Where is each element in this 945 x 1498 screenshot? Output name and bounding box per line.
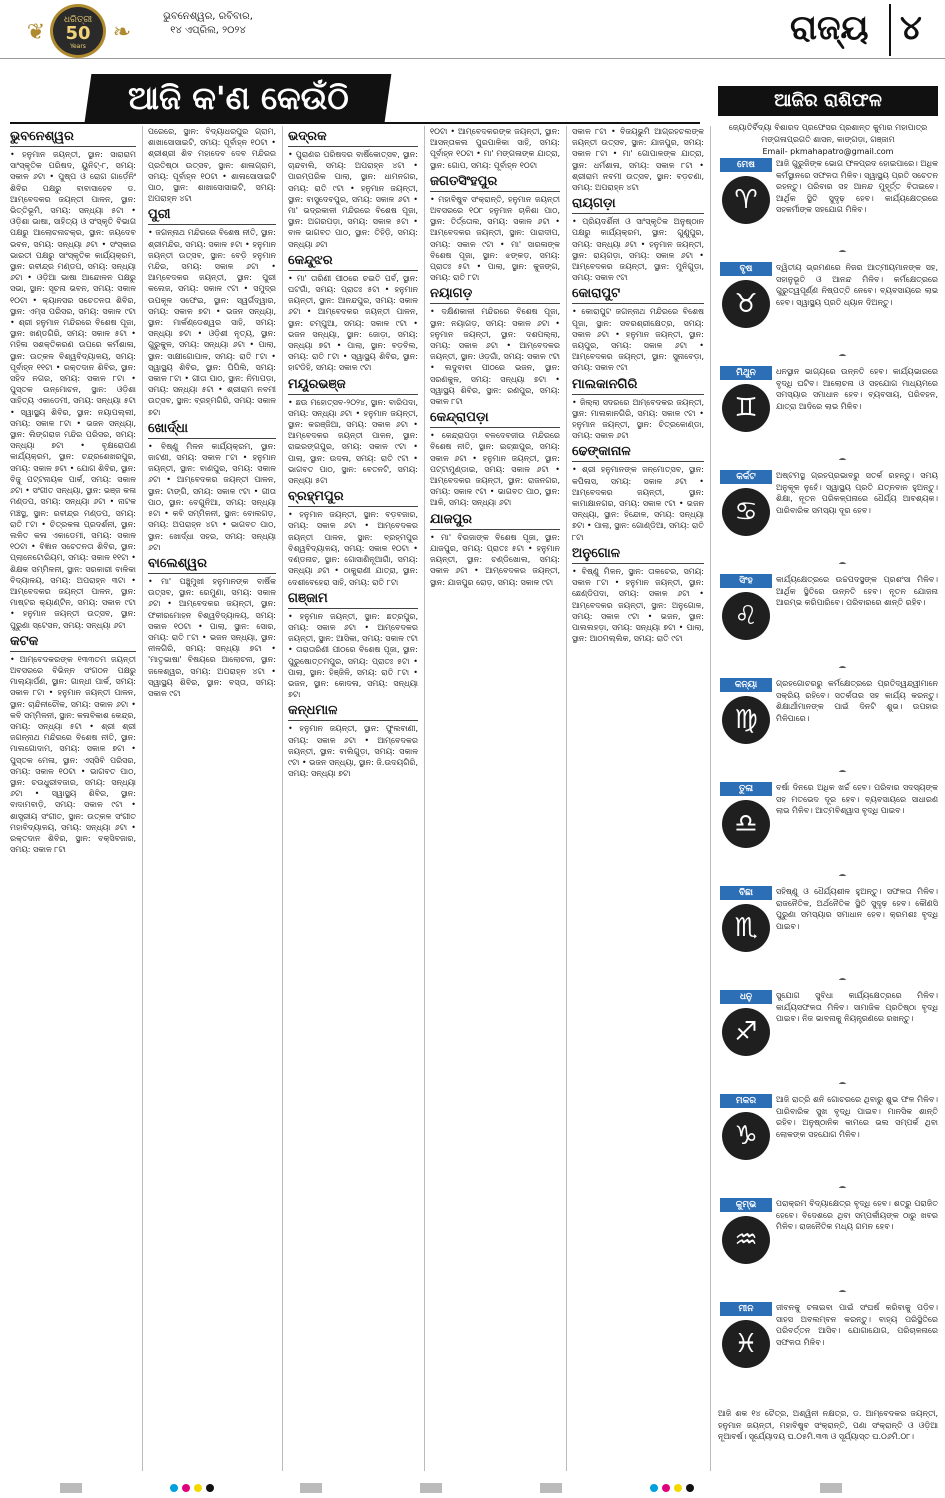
horoscope-sign bbox=[718, 1198, 938, 1292]
events-text: • ହନୁମାନ ଜୟନ୍ତୀ, ସ୍ଥାନ: ସାରାରାମ ସାଂସ୍କୃତିକ ପରିଷଦ, ୟୁନିଟ୍-୮, ସମୟ: ସକାଳ ୬ଟା • ପୁଷ୍ପ ଓ ରୋଗ ଗାର୍ଡ଼େନିଂ ଶିବିର ପକ୍ଷରୁ ବାବାସାହେବ ଡ. ଆମ୍ବେଦକର ଜୟନ୍ତୀ ପାଳନ, ସ୍ଥାନ: ଭିତ୍ତିଭୂମି, ସମୟ: ସନ୍ଧ୍ୟା ୫ଟା • ଓଡ଼ିଶା ଭାଷା, ସାହିତ୍ୟ ଓ ସଂସ୍କୃତି ବିଭାଗ ପକ୍ଷରୁ ଆଲୋଚନାଚକ୍ର, ସ୍ଥାନ: ଜୟଦେବ ଭବନ, ସମୟ: ସନ୍ଧ୍ୟା ୬ଟା • ସଂସ୍କାର ଭାରତୀ ପକ୍ଷରୁ ସାଂସ୍କୃତିକ କାର୍ଯ୍ୟକ୍ରମ, ସ୍ଥାନ: ରବୀନ୍ଦ୍ର ମଣ୍ଡପ, ସମୟ: ସନ୍ଧ୍ୟା ୬ଟା • ଓଡ଼ିଆ ଭାଷା ଆନ୍ଦୋଳନ ପକ୍ଷରୁ ସଭା, ସ୍ଥାନ: ସୂଚନା ଭବନ, ସମୟ: ସକାଳ ୧୦ଟା • କ୍ୟାନସର ସଚେତନତା ଶିବିର, ସ୍ଥାନ: ଏମ୍ସ ପରିସର, ସମୟ: ସକାଳ ୯ଟା • ଶ୍ରୀ ହନୁମାନ ମନ୍ଦିରରେ ବିଶେଷ ପୂଜା, ସ୍ଥାନ: ଖଣ୍ଡଗିରି, ସମୟ: ସକାଳ ୫ଟା • ମହିଳା ସଶକ୍ତିକରଣ ଉପରେ କର୍ମଶାଳା, ସ୍ଥାନ: ଉତ୍କଳ ବିଶ୍ୱବିଦ୍ୟାଳୟ, ସମୟ: ପୂର୍ବାହ୍ନ ୧୧ଟା • ରକ୍ତଦାନ ଶିବିର, ସ୍ଥାନ: ସହିଦ ନଗର, ସମୟ: ସକାଳ ୮ଟା • ପୁସ୍ତକ ଉନ୍ମୋଚନ, ସ୍ଥାନ: ଓଡ଼ିଶା ସାହିତ୍ୟ ଏକାଡେମୀ, ସମୟ: ସନ୍ଧ୍ୟା ୫ଟା • ସ୍ୱାସ୍ଥ୍ୟ ଶିବିର, ସ୍ଥାନ: ନୟାପଲ୍ଲୀ, ସମୟ: ସକାଳ ୮ଟା • ଭଜନ ସନ୍ଧ୍ୟା, ସ୍ଥାନ: ଲିଙ୍ଗରାଜ ମନ୍ଦିର ପରିସର, ସମୟ: ସନ୍ଧ୍ୟା ୭ଟା • ବୃକ୍ଷରୋପଣ କାର୍ଯ୍ୟକ୍ରମ, ସ୍ଥାନ: ଚନ୍ଦ୍ରଶେଖରପୁର, ସମୟ: ସକାଳ ୭ଟା • ଯୋଗ ଶିବିର, ସ୍ଥାନ: ବିଜୁ ପଟ୍ଟନାୟକ ପାର୍କ, ସମୟ: ସକାଳ ୬ଟା • ସଂଗୀତ ସନ୍ଧ୍ୟା, ସ୍ଥାନ: ଭଞ୍ଜ କଳା ମଣ୍ଡପ, ସମୟ: ସନ୍ଧ୍ୟା ୬ଟା • ନାଟକ ମଞ୍ଚସ୍ଥ, ସ୍ଥାନ: ରବୀନ୍ଦ୍ର ମଣ୍ଡପ, ସମୟ: ରାତି ୮ଟା • ଚିତ୍ରକଳା ପ୍ରଦର୍ଶନୀ, ସ୍ଥାନ: ଲଳିତ କଳା ଏକାଡେମୀ, ସମୟ: ସକାଳ ୧୦ଟା • ବିଜ୍ଞାନ ସଚେତନତା ଶିବିର, ସ୍ଥାନ: ପ୍ଲାନେଟୋରିୟମ, ସମୟ: ସକାଳ ୧୧ଟା • ଶିକ୍ଷକ ସମ୍ମିଳନୀ, ସ୍ଥାନ: ସରକାରୀ ବାଳିକା ବିଦ୍ୟାଳୟ, ସମୟ: ଅପରାହ୍ନ ୩ଟା • ଆମ୍ବେଦକର ଜୟନ୍ତୀ ପାଳନ, ସ୍ଥାନ: ମାଷ୍ଟର କ୍ୟାଣ୍ଟିନ, ସମୟ: ସକାଳ ୯ଟା • ହନୁମାନ ଜୟନ୍ତୀ ଉତ୍ସବ, ସ୍ଥାନ: ପୁରୁଣା ସ୍ଟେସନ, ସମୟ: ସନ୍ଧ୍ୟା ୬ଟା bbox=[10, 150, 136, 630]
register-dot bbox=[686, 1484, 694, 1492]
city-heading: ଅନୁଗୋଳ bbox=[572, 545, 704, 564]
horoscope-sign bbox=[718, 574, 938, 668]
water-bearer-icon: ♒ bbox=[722, 1216, 770, 1264]
city-heading: ଜଗତସିଂହପୁର bbox=[430, 173, 560, 192]
events-column-5 bbox=[572, 126, 704, 1471]
city-heading: ଗଞ୍ଜାମ bbox=[288, 590, 418, 609]
city-heading: ବ୍ରହ୍ମପୁର bbox=[288, 488, 418, 507]
horoscope-sign bbox=[718, 990, 938, 1084]
ram-icon: ♈ bbox=[722, 176, 770, 224]
register-dot bbox=[194, 1484, 202, 1492]
sign-prediction: ଧନସ୍ଥାନ ଭାଗ୍ୟରେ ଉନ୍ନତି ହେବ। କାର୍ଯ୍ୟଭାରରେ ବୃଦ୍ଧି ଘଟିବ। ଆଲୋଚନା ଓ ସହଯୋଗ ମାଧ୍ୟମରେ ସମସ୍ୟାର ସମାଧାନ ହେବ। ବ୍ୟବସାୟ, ପରିବହନ, ଯାତ୍ରା ଆଦିରେ ଲାଭ ମିଳିବ। bbox=[776, 367, 938, 411]
register-dot bbox=[206, 1484, 214, 1492]
almanac-note: ଆଜି ଶକ ୧୪ ଚୈତ୍ର, ଅଶ୍ୱିନୀ ନକ୍ଷତ୍ର, ଡ. ଆମ୍ବେଦକର ଜୟନ୍ତୀ, ହନୁମାନ ଜୟନ୍ତୀ, ମହାବିଷୁବ ସଂକ୍ରାନ୍ତି, ପଣା ସଂକ୍ରାନ୍ତି ଓ ଓଡ଼ିଆ ନୂଆବର୍ଷ। ସୂର୍ଯ୍ୟୋଦୟ ଘ.୦୫ମି.୩୩ ଓ ସୂର୍ଯ୍ୟାସ୍ତ ଘ.୦୬ମି.୦୮। bbox=[718, 1409, 938, 1441]
sign-name: ସିଂହ bbox=[720, 574, 772, 588]
city-heading: ଭୁବନେଶ୍ୱର bbox=[10, 128, 136, 147]
events-text: • ବିଷ୍ଣୁ ମିଳନ କାର୍ଯ୍ୟକ୍ରମ, ସ୍ଥାନ: ଜାଟଣୀ, ସମୟ: ସକାଳ ୮ଟା • ହନୁମାନ ଜୟନ୍ତୀ, ସ୍ଥାନ: ବାଣପୁର, ସମୟ: ସକାଳ ୬ଟା • ଆମ୍ବେଦକର ଜୟନ୍ତୀ ପାଳନ, ସ୍ଥାନ: ଟାଙ୍ଗି, ସମୟ: ସକାଳ ୯ଟା • ଗୀତା ପାଠ, ସ୍ଥାନ: ବେଗୁନିଆ, ସମୟ: ସନ୍ଧ୍ୟା ୫ଟା • କବି ସମ୍ମିଳନୀ, ସ୍ଥାନ: ବୋଲଗଡ଼, ସମୟ: ଅପରାହ୍ନ ୪ଟା • ଭାଗବତ ପାଠ, ସ୍ଥାନ: ଖୋର୍ଦ୍ଧା ସହର, ସମୟ: ସନ୍ଧ୍ୟା ୬ଟା bbox=[148, 441, 276, 552]
astrologer-name: ଜ୍ୟୋତିର୍ବିଦ୍ୟା ବିଶାରଦ ପ୍ରଫେସର ପ୍ରଶାନ୍ତ କୁମାର ମହାପାତ୍ର bbox=[728, 123, 928, 132]
events-text: • କୋରାପୁଟ ଜଗନ୍ନାଥ ମନ୍ଦିରରେ ବିଶେଷ ପୂଜା, ସ୍ଥାନ: ସବରଶ୍ରୀକ୍ଷେତ୍ର, ସମୟ: ସକାଳ ୬ଟା • ହନୁମାନ ଜୟନ୍ତୀ, ସ୍ଥାନ: ଜୟପୁର, ସମୟ: ସକାଳ ୬ଟା • ଆମ୍ବେଦକର ଜୟନ୍ତୀ, ସ୍ଥାନ: ସୁନାବେଡ଼ା, ସମୟ: ସକାଳ ୯ଟା bbox=[572, 307, 704, 373]
register-dot bbox=[674, 1484, 682, 1492]
events-text: • ପୁରାଣର ପରିଷଦର ବାର୍ଷିକୋତ୍ସବ, ସ୍ଥାନ: ଚାନ୍ଦବାଲି, ସମୟ: ଅପରାହ୍ନ ୪ଟା • ପାରମ୍ପରିକ ପାଲା, ସ୍ଥାନ: ଧାମନଗର, ସମୟ: ରାତି ୯ଟା • ହନୁମାନ ଜୟନ୍ତୀ, ସ୍ଥାନ: ବାସୁଦେବପୁର, ସମୟ: ସକାଳ ୬ଟା • ମା' ଭଦ୍ରକାଳୀ ମନ୍ଦିରରେ ବିଶେଷ ପୂଜା, ସ୍ଥାନ: ଅଗରପଡ଼ା, ସମୟ: ସକାଳ ୫ଟା • ବାଳ ଭାଗବତ ପାଠ, ସ୍ଥାନ: ତିହିଡ଼ି, ସମୟ: ସନ୍ଧ୍ୟା ୬ଟା bbox=[288, 150, 418, 249]
events-column-1 bbox=[10, 126, 136, 1471]
sign-prediction: ଦ୍ୱିତୀୟ ଭ୍ରମଣରେ ନିଜର ଆତ୍ମୀୟମାନଙ୍କ ସହ, ସହାନୁଭୂତି ଓ ଆନନ୍ଦ ମିଳିବ। କର୍ମକ୍ଷେତ୍ରରେ ଗୁରୁତ୍ୱପୂର୍ଣ୍ଣ ନିଷ୍ପତ୍ତି ନେବେ। ବ୍ୟବସାୟରେ ଲାଭ ହେବ। ସ୍ୱାସ୍ଥ୍ୟ ପ୍ରତି ଧ୍ୟାନ ଦିଅନ୍ତୁ। bbox=[776, 263, 938, 307]
dateline bbox=[148, 10, 268, 38]
print-bar bbox=[420, 1483, 442, 1493]
city-heading: ଭଦ୍ରକ bbox=[288, 128, 418, 147]
city-heading: ମାଲକାନଗିରି bbox=[572, 376, 704, 395]
horoscope-sign bbox=[718, 886, 938, 980]
sign-prediction: ପରାକ୍ରମ ବିଦ୍ୟାକ୍ଷେତ୍ର ବୃଦ୍ଧି ହେବ। ଶତ୍ରୁ ପରାଜିତ ହେବେ। ବିଦେଶରେ ଥିବା ସମ୍ପର୍କୀୟଙ୍କ ଠାରୁ ଖବର ମିଳିବ। ରାଜନୈତିକ ମଧ୍ୟ ଗମନ ହେବ। bbox=[776, 1199, 938, 1231]
print-marks bbox=[0, 1478, 945, 1498]
sign-name: ମେଷ bbox=[720, 158, 772, 172]
events-column-2 bbox=[148, 126, 276, 1471]
city-heading: ଯାଜପୁର bbox=[430, 511, 560, 530]
city-heading: ବାଲେଶ୍ୱର bbox=[148, 555, 276, 574]
goat-icon: ♑ bbox=[722, 1112, 770, 1160]
fish-icon: ♓ bbox=[722, 1320, 770, 1368]
city-heading: କେନ୍ଦ୍ରାପଡ଼ା bbox=[430, 409, 560, 428]
date-line-2: ୧୪ ଏପ୍ରିଲ, ୨୦୨୪ bbox=[170, 25, 246, 36]
events-text: ୧୦ଟା • ଆମ୍ବେଦକରଙ୍କ ଜୟନ୍ତୀ, ସ୍ଥାନ: ଆସନ୍ତାକଲ ପୁରପାଳିକା ସାହି, ସମୟ: ପୂର୍ବାହ୍ନ ୧୦ଟା • ମା' ମଙ୍ଗଳାଙ୍କ ଯାତ୍ରା, ସ୍ଥାନ: ଗୋପ, ସମୟ: ପୂର୍ବାହ୍ନ ୧୦ଟା bbox=[430, 127, 560, 170]
laurel-right-icon: ❧ bbox=[112, 20, 132, 45]
events-text: • ବିଷ୍ଣୁ ମିଳନ, ସ୍ଥାନ: ତାଳଚେର, ସମୟ: ସକାଳ ୮ଟା • ହନୁମାନ ଜୟନ୍ତୀ, ସ୍ଥାନ: ଛେଣ୍ଡିପଦା, ସମୟ: ସକାଳ ୬ଟା • ଆମ୍ବେଦକର ଜୟନ୍ତୀ, ସ୍ଥାନ: ଅନୁଗୋଳ, ସମୟ: ସକାଳ ୯ଟା • ଭଜନ, ସ୍ଥାନ: ପାଲଲହଡ଼ା, ସମୟ: ସନ୍ଧ୍ୟା ୭ଟା • ପାଲା, ସ୍ଥାନ: ଆଠମଲ୍ଲିକ, ସମୟ: ରାତି ୯ଟା bbox=[572, 566, 704, 644]
city-heading: ମୟୂରଭଞ୍ଜ bbox=[288, 376, 418, 395]
sign-prediction: ଗ୍ରହଗୋଚରରୁ କର୍ମକ୍ଷେତ୍ରରେ ପ୍ରତିଦ୍ୱନ୍ଦ୍ୱୀମାନେ ସକ୍ରିୟ ରହିବେ। ସତର୍କତାର ସହ କାର୍ଯ୍ୟ କରନ୍ତୁ। ଶିକ୍ଷାର୍ଥୀମାନଙ୍କ ପାଇଁ ଦିନଟି ଶୁଭ। ଉପହାର ମିଳିପାରେ। bbox=[776, 679, 938, 723]
horoscope-sign bbox=[718, 782, 938, 876]
city-heading: କନ୍ଧମାଳ bbox=[288, 702, 418, 721]
register-dot bbox=[662, 1484, 670, 1492]
crab-icon: ♋ bbox=[722, 488, 770, 536]
page-banner bbox=[85, 74, 392, 122]
sign-name: କୁମ୍ଭ bbox=[720, 1198, 772, 1212]
sign-prediction: ଜୀବନକୁ ଚଳାଇବା ପାଇଁ ସଂଘର୍ଷ କରିବାକୁ ପଡ଼ିବ। ସାହସ ଅବଲମ୍ବନ କରନ୍ତୁ। ବାହ୍ୟ ପରିସ୍ଥିତିରେ ପରିବର୍ତ୍ତନ ଆସିବ। ଯୋଗାଯୋଗ, ପରିଚାଳନାରେ ସଫଳତା ମିଳିବ। bbox=[776, 1303, 938, 1347]
horoscope-credit bbox=[718, 122, 938, 158]
events-text: • ମା' ବିରଜାଙ୍କ ବିଶେଷ ପୂଜା, ସ୍ଥାନ: ଯାଜପୁର, ସମୟ: ପ୍ରାତଃ ୫ଟା • ହନୁମାନ ଜୟନ୍ତୀ, ସ୍ଥାନ: ଚଣ୍ଡିଖୋଲ, ସମୟ: ସକାଳ ୬ଟା • ଆମ୍ବେଦକର ଜୟନ୍ତୀ, ସ୍ଥାନ: ଯାଜପୁର ରୋଡ଼, ସମୟ: ସକାଳ ୯ଟା bbox=[430, 532, 560, 587]
astrologer-address: ମଙ୍ଗଳାପ୍ରଗତି ଶାସନ, କାଙ୍ଗଡ଼ା, ଗଞ୍ଜାମ bbox=[761, 135, 895, 144]
events-text: • ହନୁମାନ ଜୟନ୍ତୀ, ସ୍ଥାନ: ବଡ଼ବଜାର, ସମୟ: ସକାଳ ୬ଟା • ଆମ୍ବେଦକର ଜୟନ୍ତୀ ପାଳନ, ସ୍ଥାନ: ବ୍ରହ୍ମପୁର ବିଶ୍ୱବିଦ୍ୟାଳୟ, ସମୟ: ସକାଳ ୧୦ଟା • ଦଣ୍ଡନାଚ, ସ୍ଥାନ: ଗୋସାଣିନୂଆଗାଁ, ସମୟ: ସନ୍ଧ୍ୟା ୬ଟା • ଠାକୁରାଣୀ ଯାତ୍ରା, ସ୍ଥାନ: ଦେଶୀବେହେରା ସାହି, ସମୟ: ରାତି ୮ଟା bbox=[288, 510, 418, 587]
astrologer-email: Email- pkmahapatro@gmail.com bbox=[762, 147, 894, 156]
events-text: • ମା' ପଞ୍ଚୁମୁଖୀ ହନୁମାନଙ୍କ ବାର୍ଷିକ ଉତ୍ସବ, ସ୍ଥାନ: ରେମୁଣା, ସମୟ: ସକାଳ ୬ଟା • ଆମ୍ବେଦକର ଜୟନ୍ତୀ, ସ୍ଥାନ: ଫକୀରମୋହନ ବିଶ୍ୱବିଦ୍ୟାଳୟ, ସମୟ: ସକାଳ ୧୦ଟା • ପାଲା, ସ୍ଥାନ: ସୋର, ସମୟ: ରାତି ୮ଟା • ଭଜନ ସନ୍ଧ୍ୟା, ସ୍ଥାନ: ନୀଳଗିରି, ସମୟ: ସନ୍ଧ୍ୟା ୭ଟା • 'ମାତୃଭାଷା' ବିଷୟରେ ଆଲୋଚନା, ସ୍ଥାନ: ଜଳେଶ୍ୱର, ସମୟ: ଅପରାହ୍ନ ୪ଟା • ସ୍ୱାସ୍ଥ୍ୟ ଶିବିର, ସ୍ଥାନ: ବସ୍ତା, ସମୟ: ସକାଳ ୯ଟା bbox=[148, 576, 276, 698]
events-text: • ପ୍ରିୟଦର୍ଶିନୀ ଓ ସାଂସ୍କୃତିକ ଅନୁଷ୍ଠାନ ପକ୍ଷରୁ କାର୍ଯ୍ୟକ୍ରମ, ସ୍ଥାନ: ଗୁଣୁପୁର, ସମୟ: ସନ୍ଧ୍ୟା ୬ଟା • ହନୁମାନ ଜୟନ୍ତୀ, ସ୍ଥାନ: ରାୟଗଡ଼ା, ସମୟ: ସକାଳ ୬ଟା • ଆମ୍ବେଦକର ଜୟନ୍ତୀ, ସ୍ଥାନ: ମୁନିଗୁଡ଼ା, ସମୟ: ସକାଳ ୯ଟା bbox=[572, 217, 704, 283]
sign-prediction: କାର୍ଯ୍ୟକ୍ଷେତ୍ରରେ ଉଚ୍ଚପଦସ୍ଥଙ୍କ ପ୍ରଶଂସା ମିଳିବ। ଆର୍ଥିକ ସ୍ଥିତିରେ ଉନ୍ନତି ହେବ। ନୂତନ ଯୋଜନା ଆରମ୍ଭ କରିପାରିବେ। ପରିବାରରେ ଶାନ୍ତି ରହିବ। bbox=[776, 575, 938, 607]
horoscope-sign bbox=[718, 1302, 938, 1396]
city-heading: ଢେଙ୍କାନାଳ bbox=[572, 443, 704, 462]
sign-prediction: ବର୍ଷା ଦିନରେ ଅଧିକ ଖର୍ଚ୍ଚ ହେବ। ପରିବାର ସଦସ୍ୟଙ୍କ ସହ ମତଭେଦ ଦୂର ହେବ। ବ୍ୟବସାୟରେ ସାଧାରଣ ଲାଭ ମିଳିବ। ଆତ୍ମବିଶ୍ୱାସ ବୃଦ୍ଧି ପାଇବ। bbox=[776, 783, 938, 815]
events-text: • ହନୁମାନ ଜୟନ୍ତୀ, ସ୍ଥାନ: ଛତ୍ରପୁର, ସମୟ: ସକାଳ ୬ଟା • ଆମ୍ବେଦକର ଜୟନ୍ତୀ, ସ୍ଥାନ: ଆସିକା, ସମୟ: ସକାଳ ୯ଟା • ତାରାତାରିଣୀ ପୀଠରେ ବିଶେଷ ପୂଜା, ସ୍ଥାନ: ପୁରୁଷୋତ୍ତମପୁର, ସମୟ: ପ୍ରାତଃ ୫ଟା • ପାଲା, ସ୍ଥାନ: ହିଞ୍ଜିଳି, ସମୟ: ରାତି ୮ଟା • ଭଜନ, ସ୍ଥାନ: କୋଦଳା, ସମୟ: ସନ୍ଧ୍ୟା ୭ଟା bbox=[288, 611, 418, 700]
events-text: • ଦକ୍ଷିଣକାଳୀ ମନ୍ଦିରରେ ବିଶେଷ ପୂଜା, ସ୍ଥାନ: ନୟାଗଡ଼, ସମୟ: ସକାଳ ୬ଟା • ହନୁମାନ ଜୟନ୍ତୀ, ସ୍ଥାନ: ଦଶପଲ୍ଲା, ସମୟ: ସକାଳ ୬ଟା • ଆମ୍ବେଦକର ଜୟନ୍ତୀ, ସ୍ଥାନ: ଓଡ଼ଗାଁ, ସମୟ: ସକାଳ ୯ଟା • ଲଦୁବାବା ପୀଠରେ ଭଜନ, ସ୍ଥାନ: ସରଣକୁଳ, ସମୟ: ସନ୍ଧ୍ୟା ୭ଟା • ସ୍ୱାସ୍ଥ୍ୟ ଶିବିର, ସ୍ଥାନ: ରଣପୁର, ସମୟ: ସକାଳ ୮ଟା bbox=[430, 307, 560, 407]
section-title: ରାଜ୍ୟ bbox=[790, 8, 869, 48]
sign-name: କନ୍ୟା bbox=[720, 678, 772, 692]
sign-prediction: ଆଜି ଗୁରୁଜିଙ୍କ ଭୋଗ ଫଳପ୍ରଦ ହୋଇପାରେ। ଅଧିକ କର୍ମସ୍ଥାନରେ ସଫଳତା ମିଳିବ। ସ୍ୱାସ୍ଥ୍ୟ ପ୍ରତି ସଚେତନ ରହନ୍ତୁ। ପରିବାର ସହ ଆନନ୍ଦ ମୁହୂର୍ତ୍ତ ବିତାଇବେ। ଆର୍ଥିକ ସ୍ଥିତି ସୁଦୃଢ଼ ହେବ। କାର୍ଯ୍ୟକ୍ଷେତ୍ରରେ ସହକର୍ମୀଙ୍କ ସହଯୋଗ ମିଳିବ। bbox=[776, 159, 938, 214]
events-text: • ଶ୍ରୀ ହନୁମାନଙ୍କ ଜନ୍ମୋତ୍ସବ, ସ୍ଥାନ: କପିଳାସ, ସମୟ: ସକାଳ ୬ଟା • ଆମ୍ବେଦକର ଜୟନ୍ତୀ, ସ୍ଥାନ: କାମାକ୍ଷାନଗର, ସମୟ: ସକାଳ ୯ଟା • ଭଜନ ସନ୍ଧ୍ୟା, ସ୍ଥାନ: ହିନ୍ଦୋଳ, ସମୟ: ସନ୍ଧ୍ୟା ୭ଟା • ପାଲା, ସ୍ଥାନ: ଗୋଣ୍ଡିଆ, ସମୟ: ରାତି ୮ଟା bbox=[572, 465, 704, 542]
city-heading: ଖୋର୍ଦ୍ଧା bbox=[148, 420, 276, 439]
horoscope-sign bbox=[718, 678, 938, 772]
print-bar bbox=[540, 1483, 562, 1493]
banner-text: ଆଜି କ'ଣ କେଉଁଠି bbox=[127, 79, 349, 117]
sign-name: ମକର bbox=[720, 1094, 772, 1108]
register-dot bbox=[170, 1484, 178, 1492]
archer-icon: ♐ bbox=[722, 1008, 770, 1056]
sign-name: କର୍କଟ bbox=[720, 470, 772, 484]
events-text: • କେନ୍ଦ୍ରାପଡ଼ା ବଳଦେବଜୀଉ ମନ୍ଦିରରେ ବିଶେଷ ନୀତି, ସ୍ଥାନ: ଇଚ୍ଛାପୁର, ସମୟ: ସକାଳ ୬ଟା • ହନୁମାନ ଜୟନ୍ତୀ, ସ୍ଥାନ: ପଟ୍ଟାମୁଣ୍ଡାଇ, ସମୟ: ସକାଳ ୬ଟା • ଆମ୍ବେଦକର ଜୟନ୍ତୀ, ସ୍ଥାନ: ରାଜନଗର, ସମୟ: ସକାଳ ୯ଟା • ଭାଗବତ ପାଠ, ସ୍ଥାନ: ଆଳି, ସମୟ: ସନ୍ଧ୍ୟା ୬ଟା bbox=[430, 431, 560, 508]
header-rule bbox=[0, 58, 945, 59]
column-rule bbox=[142, 126, 143, 1471]
city-heading: କେନ୍ଦୁଝର bbox=[288, 252, 418, 271]
horoscope-sign bbox=[718, 366, 938, 460]
laurel-left-icon: ❦ bbox=[26, 20, 46, 45]
twins-icon: ♊ bbox=[722, 384, 770, 432]
sign-name: ମୀନ bbox=[720, 1302, 772, 1316]
banner-underline bbox=[10, 122, 700, 124]
sign-prediction: ଅଷ୍ଟମସ୍ଥ ଗ୍ରହପ୍ରଭାବରୁ ସତର୍କ ରହନ୍ତୁ। ସମୟ ଅନୁକୂଳ ନୁହେଁ। ସ୍ୱାସ୍ଥ୍ୟ ପ୍ରତି ଯତ୍ନବାନ ହୁଅନ୍ତୁ। ଶିକ୍ଷା, ନୂତନ ପରିକଳ୍ପନାରେ ଧୈର୍ଯ୍ୟ ଆବଶ୍ୟକ। ପାରିବାରିକ ସମସ୍ୟା ଦୂର ହେବ। bbox=[776, 471, 938, 515]
city-heading: ରାୟଗଡ଼ା bbox=[572, 195, 704, 214]
sign-prediction: ସହିଷ୍ଣୁ ଓ ଧୈର୍ଯ୍ୟଶୀଳ ହୁଅନ୍ତୁ। ସଫଳତା ମିଳିବ। ରାଜନୈତିକ, ଅର୍ଥନୈତିକ ସ୍ଥିତି ସୁଦୃଢ଼ ହେବ। କୌଣସି ପୁରୁଣା ସମସ୍ୟାର ସମାଧାନ ହେବ। କ୍ରମଶଃ ବୃଦ୍ଧି ପାଇବ। bbox=[776, 887, 938, 931]
sign-name: ତୁଳା bbox=[720, 782, 772, 796]
column-rule bbox=[282, 126, 283, 1471]
events-text: • ଜଗନ୍ନାଥ ମନ୍ଦିରରେ ବିଶେଷ ନୀତି, ସ୍ଥାନ: ଶ୍ରୀମନ୍ଦିର, ସମୟ: ସକାଳ ୫ଟା • ହନୁମାନ ଜୟନ୍ତୀ ଉତ୍ସବ, ସ୍ଥାନ: ବେଡ଼ି ହନୁମାନ ମନ୍ଦିର, ସମୟ: ସକାଳ ୬ଟା • ଆମ୍ବେଦକର ଜୟନ୍ତୀ, ସ୍ଥାନ: ପୁରୀ କଲେଜ, ସମୟ: ସକାଳ ୯ଟା • ସମୁଦ୍ର ଉପକୂଳ ସଫେଇ, ସ୍ଥାନ: ସ୍ୱର୍ଗଦ୍ୱାର, ସମୟ: ସକାଳ ୭ଟା • ଭଜନ ସନ୍ଧ୍ୟା, ସ୍ଥାନ: ମାର୍କଣ୍ଡେଶ୍ୱର ସାହି, ସମୟ: ସନ୍ଧ୍ୟା ୭ଟା • ଓଡ଼ିଶୀ ନୃତ୍ୟ, ସ୍ଥାନ: ଗୁରୁକୁଳ, ସମୟ: ସନ୍ଧ୍ୟା ୬ଟା • ପାଲା, ସ୍ଥାନ: ସାକ୍ଷୀଗୋପାଳ, ସମୟ: ରାତି ୮ଟା • ସ୍ୱାସ୍ଥ୍ୟ ଶିବିର, ସ୍ଥାନ: ପିପିଲି, ସମୟ: ସକାଳ ୮ଟା • ଗୀତା ପାଠ, ସ୍ଥାନ: ନିମାପଡ଼ା, ସମୟ: ସନ୍ଧ୍ୟା ୫ଟା • ଶ୍ରୀରାମ ନବମୀ ଉତ୍ସବ, ସ୍ଥାନ: ବ୍ରହ୍ମଗିରି, ସମୟ: ସକାଳ ୭ଟା bbox=[148, 228, 276, 417]
logo-sub: Years bbox=[70, 43, 86, 50]
logo-text: ଧରିତ୍ରୀ bbox=[63, 15, 93, 25]
sign-prediction: ଆଜି ରାତ୍ରି ଶନି ଗୋଚରରେ ଥିବାରୁ ଶୁଭ ଫଳ ମିଳିବ। ପାରିବାରିକ ସୁଖ ବୃଦ୍ଧି ପାଇବ। ମାନସିକ ଶାନ୍ତି ରହିବ। ଅନୁଷ୍ଠାନିକ କାମରେ ଭଲ ସମ୍ପର୍କ ଥିବା ଲୋକଙ୍କ ସହଯୋଗ ମିଳିବ। bbox=[776, 1095, 938, 1139]
horoscope-title: ଆଜିର ରାଶିଫଳ bbox=[718, 86, 938, 116]
city-heading: କୋରାପୁଟ bbox=[572, 285, 704, 304]
horoscope-sign bbox=[718, 470, 938, 564]
anniversary-badge bbox=[50, 4, 106, 58]
events-text: ସକାଳ ୮ଟା • ବିଜୟଭୁମି ଆଗ୍ରହଚଲଙ୍କ ଜୟନ୍ତୀ ଉତ୍ସବ, ସ୍ଥାନ: ଯାଜପୁର, ସମୟ: ସକାଳ ୮ଟା • ମା' ଗୋପାଳଙ୍କ ଯାତ୍ରା, ସ୍ଥାନ: ଧର୍ମଶାଳା, ସମୟ: ସକାଳ ୮ଟା • ଶ୍ରୀରାମ ନବମୀ ଉତ୍ସବ, ସ୍ଥାନ: ବଡ଼ଚଣା, ସମୟ: ଅପରାହ୍ନ ୪ଟା bbox=[572, 127, 704, 193]
register-dot bbox=[182, 1484, 190, 1492]
events-text: • ଜିଲ୍ଲା ସଦରରେ ଆମ୍ବେଦକର ଜୟନ୍ତୀ, ସ୍ଥାନ: ମାଲକାନଗିରି, ସମୟ: ସକାଳ ୯ଟା • ହନୁମାନ ଜୟନ୍ତୀ, ସ୍ଥାନ: ଚିତ୍ରକୋଣ୍ଡା, ସମୟ: ସକାଳ ୬ଟା bbox=[572, 397, 704, 441]
newspaper-logo bbox=[22, 4, 136, 58]
print-bar bbox=[60, 1483, 82, 1493]
sign-name: ବିଛା bbox=[720, 886, 772, 900]
lion-icon: ♌ bbox=[722, 592, 770, 640]
register-dot bbox=[650, 1484, 658, 1492]
events-text: • ଛଉ ମହୋତ୍ସବ-୨୦୨୪, ସ୍ଥାନ: ବାରିପଦା, ସମୟ: ସନ୍ଧ୍ୟା ୬ଟା • ହନୁମାନ ଜୟନ୍ତୀ, ସ୍ଥାନ: କରଞ୍ଜିଆ, ସମୟ: ସକାଳ ୬ଟା • ଆମ୍ବେଦକର ଜୟନ୍ତୀ ପାଳନ, ସ୍ଥାନ: ରାଇରଙ୍ଗପୁର, ସମୟ: ସକାଳ ୯ଟା • ପାଲା, ସ୍ଥାନ: ଉଦଳା, ସମୟ: ରାତି ୯ଟା • ଭାଗବତ ପାଠ, ସ୍ଥାନ: ବେତନଟି, ସମୟ: ସନ୍ଧ୍ୟା ୫ଟା bbox=[288, 397, 418, 486]
city-heading: ନୟାଗଡ଼ bbox=[430, 285, 560, 304]
sign-name: ଧନୁ bbox=[720, 990, 772, 1004]
events-text: • ହନୁମାନ ଜୟନ୍ତୀ, ସ୍ଥାନ: ଫୁଲବାଣୀ, ସମୟ: ସକାଳ ୬ଟା • ଆମ୍ବେଦକର ଜୟନ୍ତୀ, ସ୍ଥାନ: ବାଲିଗୁଡ଼ା, ସମୟ: ସକାଳ ୯ଟା • ଭଜନ ସନ୍ଧ୍ୟା, ସ୍ଥାନ: ଜି.ଉଦୟଗିରି, ସମୟ: ସନ୍ଧ୍ୟା ୭ଟା bbox=[288, 724, 418, 779]
column-rule bbox=[566, 126, 567, 1471]
maiden-icon: ♍ bbox=[722, 696, 770, 744]
page-number: ୪ bbox=[900, 8, 922, 48]
city-heading: ପୁରୀ bbox=[148, 206, 276, 225]
scales-icon: ♎ bbox=[722, 800, 770, 848]
date-line-1: ଭୁବନେଶ୍ୱର, ରବିବାର, bbox=[163, 11, 253, 22]
city-heading: କଟକ bbox=[10, 633, 136, 652]
events-text: • ଆମ୍ବେଦକରଙ୍କ ୧୩୩ତମ ଜୟନ୍ତୀ ଅବସରରେ ବିଭିନ୍ନ ସଂଗଠନ ପକ୍ଷରୁ ମାଲ୍ୟାର୍ପଣ, ସ୍ଥାନ: ଗାନ୍ଧୀ ପାର୍କ, ସମୟ: ସକାଳ ୮ଟା • ହନୁମାନ ଜୟନ୍ତୀ ପାଳନ, ସ୍ଥାନ: ଚାନ୍ଦିନୀଚୌକ, ସମୟ: ସକାଳ ୬ଟା • କବି ସମ୍ମିଳନୀ, ସ୍ଥାନ: କଳାବିକାଶ କେନ୍ଦ୍ର, ସମୟ: ସନ୍ଧ୍ୟା ୫ଟା • ଶ୍ରୀ ଶ୍ରୀ ଜଗନ୍ନାଥ ମନ୍ଦିରରେ ବିଶେଷ ନୀତି, ସ୍ଥାନ: ମାଲଗୋଦାମ, ସମୟ: ସକାଳ ୭ଟା • ପୁସ୍ତକ ମେଳା, ସ୍ଥାନ: ଏସ୍‌ସିବି ପରିସର, ସମୟ: ସକାଳ ୧୦ଟା • ଭାଗବତ ପାଠ, ସ୍ଥାନ: ଚଉଧୁରୀବଜାର, ସମୟ: ସନ୍ଧ୍ୟା ୬ଟା • ସ୍ୱାସ୍ଥ୍ୟ ଶିବିର, ସ୍ଥାନ: ବାଦାମବାଡ଼ି, ସମୟ: ସକାଳ ୯ଟା • ଶାସ୍ତ୍ରୀୟ ସଂଗୀତ, ସ୍ଥାନ: ଉତ୍କଳ ସଂଗୀତ ମହାବିଦ୍ୟାଳୟ, ସମୟ: ସନ୍ଧ୍ୟା ୬ଟା • ରକ୍ତଦାନ ଶିବିର, ସ୍ଥାନ: ବକ୍ସିବଜାର, ସମୟ: ସକାଳ ୮ଟା bbox=[10, 654, 136, 855]
events-column-3 bbox=[288, 126, 418, 1471]
sign-name: ବୃଷ bbox=[720, 262, 772, 276]
events-text: • ମା' ତାରିଣୀ ପୀଠରେ ଚଇତି ପର୍ବ, ସ୍ଥାନ: ଘଟଗାଁ, ସମୟ: ପ୍ରାତଃ ୫ଟା • ହନୁମାନ ଜୟନ୍ତୀ, ସ୍ଥାନ: ଆନନ୍ଦପୁର, ସମୟ: ସକାଳ ୬ଟା • ଆମ୍ବେଦକର ଜୟନ୍ତୀ ପାଳନ, ସ୍ଥାନ: ଚମ୍ପୁଆ, ସମୟ: ସକାଳ ୯ଟା • ଭଜନ ସନ୍ଧ୍ୟା, ସ୍ଥାନ: ଜୋଡ଼ା, ସମୟ: ସନ୍ଧ୍ୟା ୭ଟା • ପାଲା, ସ୍ଥାନ: ବଡ଼ବିଲ, ସମୟ: ରାତି ୮ଟା • ସ୍ୱାସ୍ଥ୍ୟ ଶିବିର, ସ୍ଥାନ: ହାଟଡିହି, ସମୟ: ସକାଳ ୯ଟା bbox=[288, 273, 418, 373]
print-bar bbox=[820, 1483, 842, 1493]
events-text: ପରେରେ, ସ୍ଥାନ: ବିଦ୍ୟାଧରପୁର ଗ୍ରାମ, ଶାଖାସୋସାଇଟି, ସମୟ: ପୂର୍ବାହ୍ନ ୧୦ଟା • ଶ୍ରୀଶ୍ରୀ ଶିବ ମହାଦେବ ଦେବ ମନ୍ଦିରର ପ୍ରତିଷ୍ଠା ଉତ୍ସବ, ସ୍ଥାନ: ଶାଳାଗ୍ରାମ, ସମୟ: ପୂର୍ବାହ୍ନ ୧୦ଟା • ଶାଳାସୋସାଇଟି ପାଠ, ସ୍ଥାନ: ଶାଖାସୋସାଇଟି, ସମୟ: ଅପରାହ୍ନ ୪ଟା bbox=[148, 127, 276, 204]
print-bar bbox=[300, 1483, 322, 1493]
header-divider bbox=[889, 4, 891, 56]
sign-prediction: ସୁଯୋଗ ସୁବିଧା କାର୍ଯ୍ୟକ୍ଷେତ୍ରରେ ମିଳିବ। କାର୍ଯ୍ୟସଫଳତା ମିଳିବ। ସାମାଜିକ ପ୍ରତିଷ୍ଠା ବୃଦ୍ଧି ପାଇବ। ନିଜ ଭାବନାକୁ ନିୟନ୍ତ୍ରଣରେ ରଖନ୍ତୁ। bbox=[776, 991, 938, 1023]
events-text: • ମହାବିଷୁବ ସଂକ୍ରାନ୍ତି, ହନୁମାନ ଜୟନ୍ତୀ ଅବସରରେ ୧୦୮ ହନୁମାନ ଚାଳିଶା ପାଠ, ସ୍ଥାନ: ତିର୍ତ୍ତୋଲ, ସମୟ: ସକାଳ ୬ଟା • ଆମ୍ବେଦକର ଜୟନ୍ତୀ, ସ୍ଥାନ: ପାରାଦୀପ, ସମୟ: ସକାଳ ୯ଟା • ମା' ସାରଳାଙ୍କ ବିଶେଷ ପୂଜା, ସ୍ଥାନ: ଝଙ୍କଡ଼, ସମୟ: ପ୍ରାତଃ ୫ଟା • ପାଲା, ସ୍ଥାନ: କୁଜଙ୍ଗ, ସମୟ: ରାତି ୮ଟା bbox=[430, 194, 560, 283]
masthead bbox=[0, 0, 945, 62]
horoscope-sign bbox=[718, 158, 938, 252]
logo-years: 50 bbox=[65, 23, 91, 44]
events-column-4 bbox=[430, 126, 560, 1471]
horoscope-sign bbox=[718, 1094, 938, 1188]
sign-name: ମିଥୁନ bbox=[720, 366, 772, 380]
horoscope-sign bbox=[718, 262, 938, 356]
column-rule bbox=[710, 126, 711, 1471]
column-rule bbox=[424, 126, 425, 1471]
scorpion-icon: ♏ bbox=[722, 904, 770, 952]
bull-icon: ♉ bbox=[722, 280, 770, 328]
